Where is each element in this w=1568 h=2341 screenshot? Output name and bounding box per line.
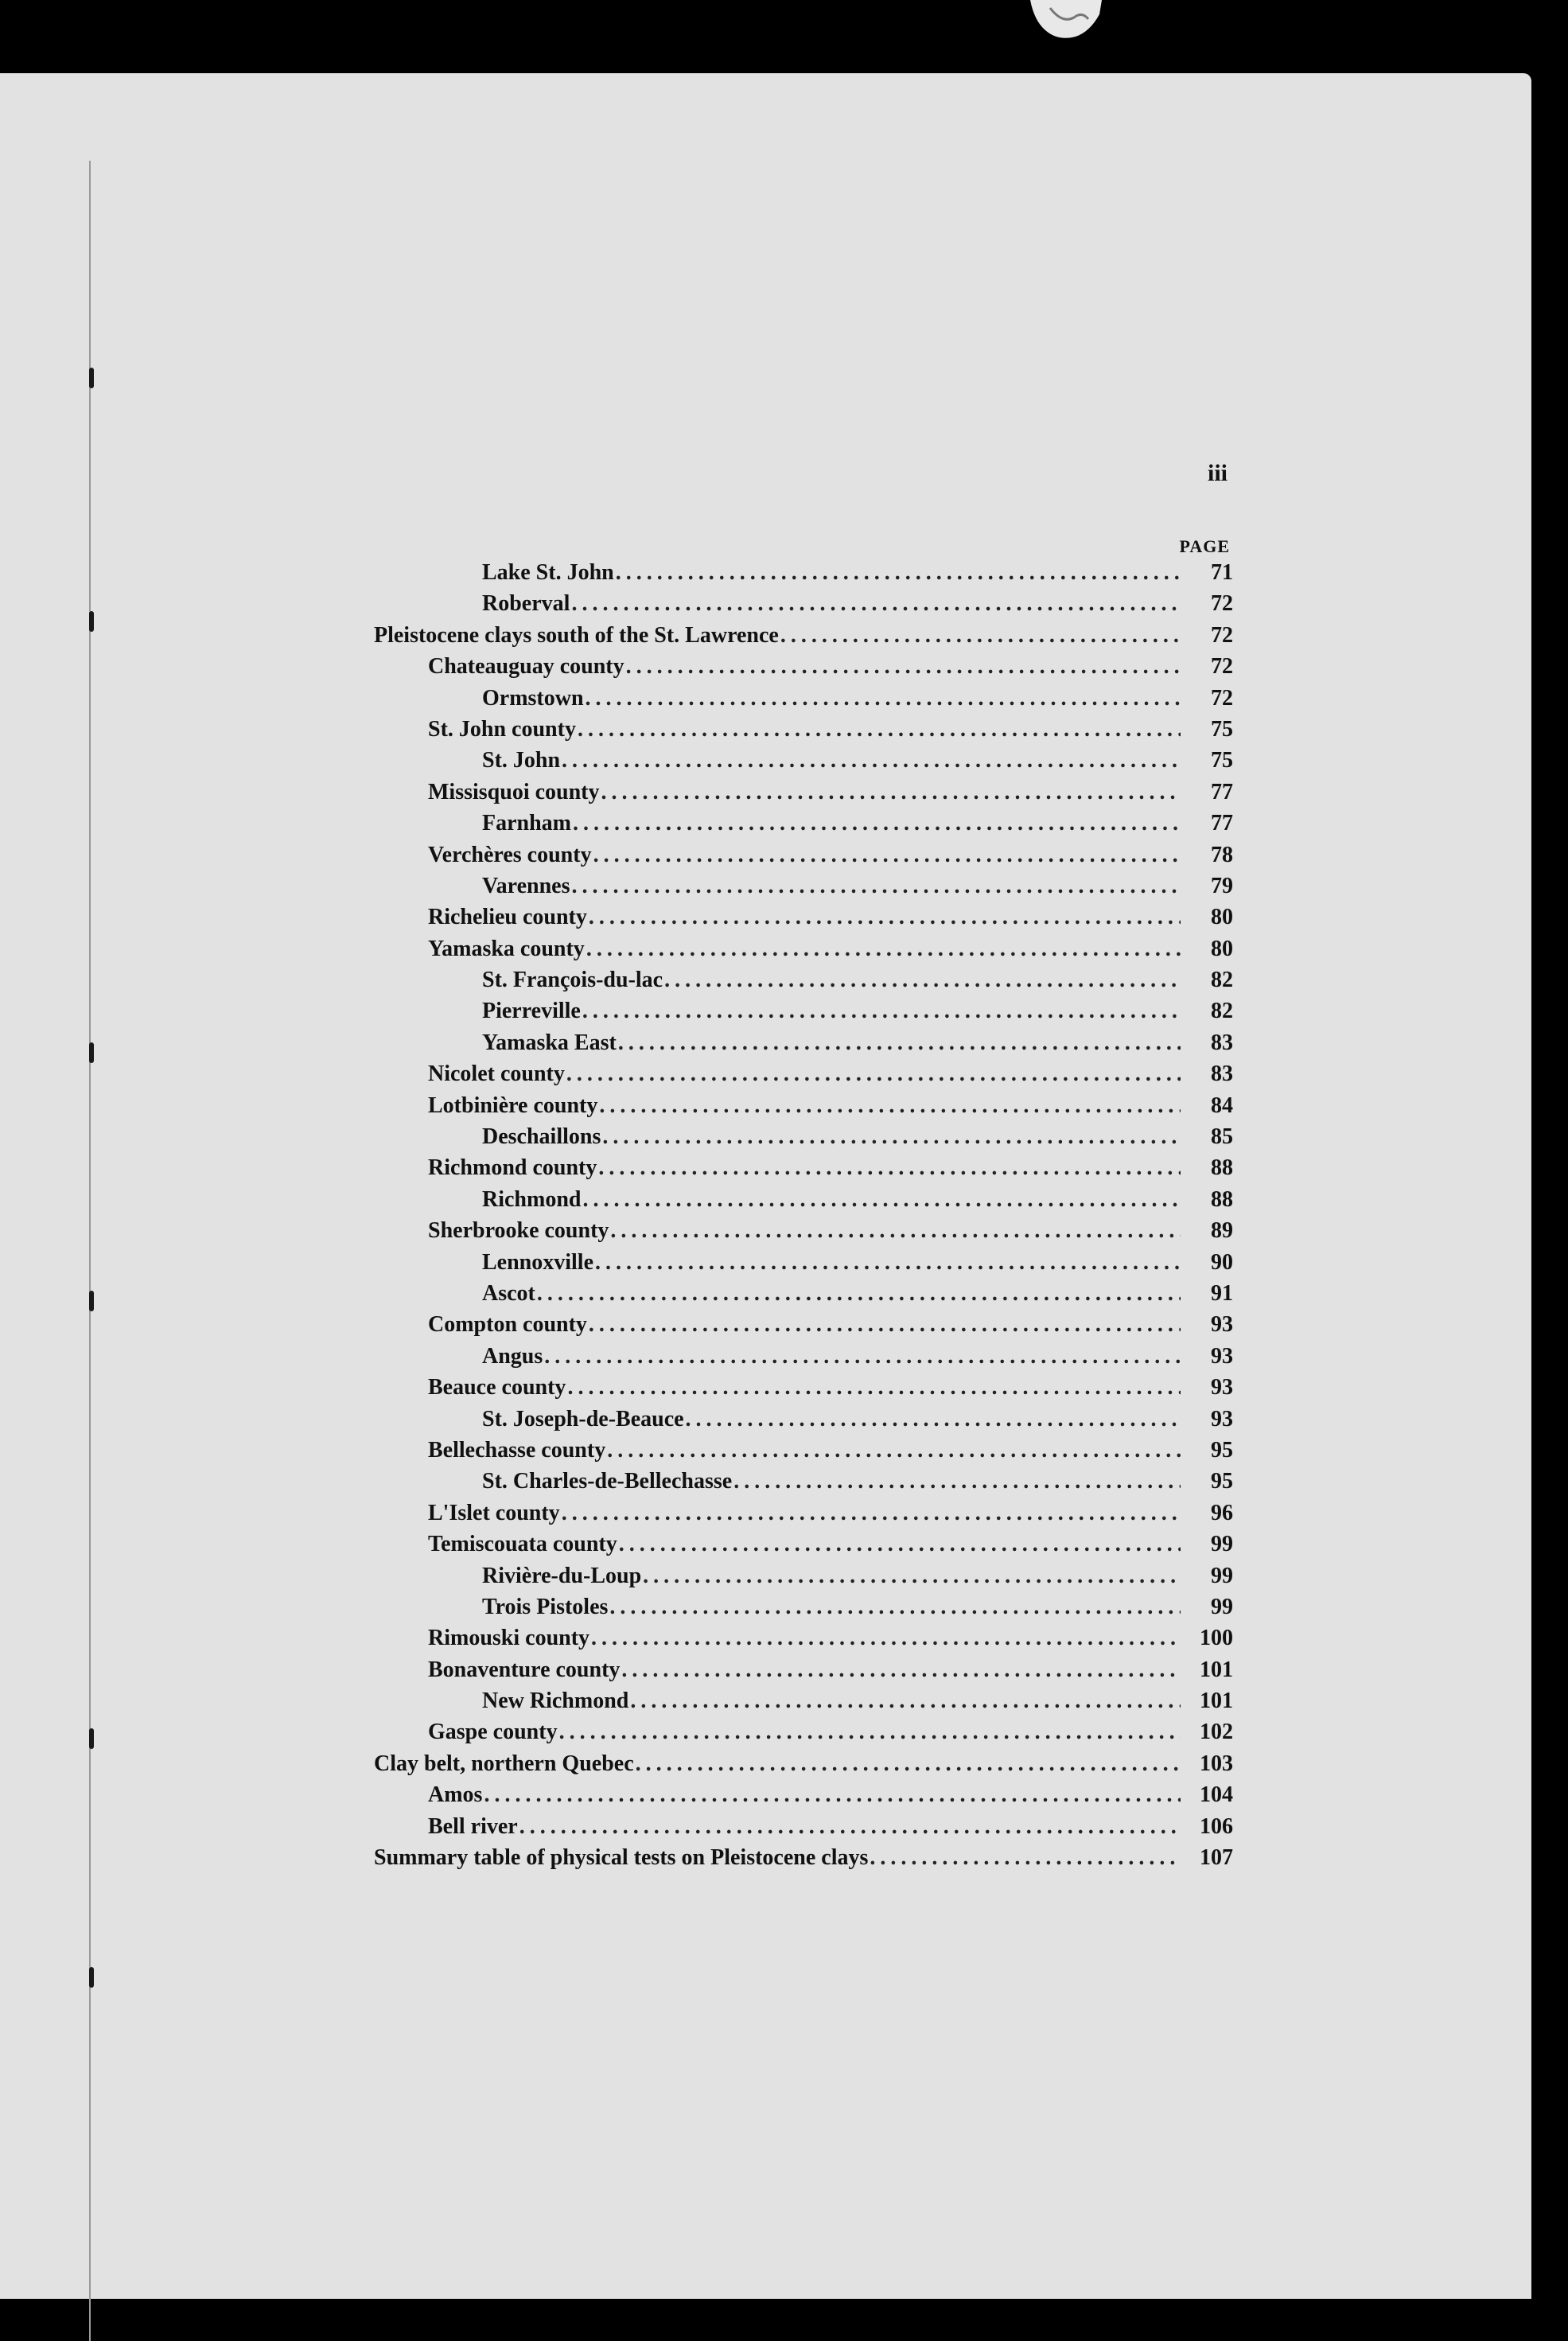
toc-entry-title: Rivière-du-Loup (482, 1563, 642, 1588)
toc-entry-page: 71 (1211, 560, 1233, 585)
toc-dot-leader (686, 1407, 1181, 1432)
toc-dot-leader (595, 1250, 1181, 1276)
toc-dot-leader (562, 748, 1181, 773)
binding-stitch-mark (89, 368, 94, 388)
toc-entry-page: 83 (1211, 1030, 1233, 1055)
toc-entry (374, 717, 1233, 748)
toc-entry-page: 88 (1211, 1155, 1233, 1181)
toc-entry-page: 95 (1211, 1469, 1233, 1494)
toc-entry (374, 780, 1233, 811)
toc-entry-page: 100 (1200, 1626, 1233, 1651)
document-page (0, 73, 1531, 2299)
toc-entry-page: 72 (1211, 622, 1233, 648)
toc-dot-leader (621, 1657, 1181, 1683)
toc-dot-leader (559, 1720, 1181, 1745)
toc-entry-page: 82 (1211, 999, 1233, 1024)
toc-dot-leader (571, 874, 1181, 899)
toc-entry-title: Compton county (428, 1312, 587, 1338)
toc-entry (374, 843, 1233, 874)
toc-entry-title: Chateauguay county (428, 654, 624, 680)
toc-entry-page: 85 (1211, 1124, 1233, 1150)
toc-dot-leader (643, 1564, 1181, 1589)
toc-dot-leader (636, 1751, 1181, 1777)
toc-entry-page: 99 (1211, 1594, 1233, 1619)
toc-entry-page: 90 (1211, 1249, 1233, 1275)
toc-entry-page: 103 (1200, 1751, 1233, 1776)
toc-dot-leader (571, 591, 1181, 617)
toc-entry (374, 937, 1233, 968)
toc-dot-leader (591, 1626, 1181, 1651)
toc-entry (374, 1564, 1233, 1595)
toc-entry (374, 999, 1233, 1030)
toc-entry-page: 83 (1211, 1061, 1233, 1087)
toc-entry (374, 1782, 1233, 1813)
toc-entry-page: 93 (1211, 1312, 1233, 1338)
toc-dot-leader (610, 1218, 1181, 1244)
toc-entry-title: Lennoxville (482, 1249, 594, 1275)
toc-entry (374, 560, 1233, 591)
toc-dot-leader (586, 686, 1181, 711)
toc-entry-page: 104 (1200, 1782, 1233, 1808)
toc-entry-title: Richelieu county (428, 905, 587, 930)
toc-entry-page: 89 (1211, 1218, 1233, 1244)
toc-dot-leader (609, 1595, 1181, 1620)
toc-dot-leader (630, 1689, 1181, 1714)
toc-entry-page: 78 (1211, 842, 1233, 867)
toc-dot-leader (619, 1532, 1181, 1557)
toc-entry (374, 654, 1233, 685)
toc-entry (374, 623, 1233, 654)
toc-entry-title: Clay belt, northern Quebec (374, 1751, 634, 1776)
toc-dot-leader (562, 1501, 1181, 1526)
toc-dot-leader (664, 968, 1181, 993)
toc-entry-page: 93 (1211, 1343, 1233, 1369)
binding-stitch-mark (89, 1291, 94, 1311)
toc-entry-page: 75 (1211, 716, 1233, 742)
toc-entry-title: Farnham (482, 811, 571, 836)
toc-dot-leader (618, 1030, 1181, 1056)
toc-entry-title: Temiscouata county (428, 1532, 617, 1557)
toc-entry-page: 93 (1211, 1406, 1233, 1431)
toc-entry-title: Summary table of physical tests on Pleistocene clays (374, 1845, 869, 1871)
toc-entry-title: Pierreville (482, 999, 581, 1024)
toc-entry (374, 1218, 1233, 1249)
toc-entry (374, 1845, 1233, 1876)
toc-entry-title: Yamaska East (482, 1030, 617, 1055)
toc-entry (374, 1281, 1233, 1312)
toc-dot-leader (601, 780, 1181, 805)
binding-edge (89, 161, 91, 2341)
toc-entry (374, 748, 1233, 779)
toc-entry-title: Bell river (428, 1813, 518, 1839)
toc-entry-page: 82 (1211, 968, 1233, 993)
toc-entry-title: Richmond (482, 1186, 582, 1212)
toc-entry-title: St. John county (428, 716, 576, 742)
toc-entry (374, 1595, 1233, 1626)
toc-dot-leader (870, 1845, 1181, 1871)
toc-entry-page: 80 (1211, 905, 1233, 930)
toc-entry-title: L'Islet county (428, 1500, 560, 1525)
toc-entry-title: Roberval (482, 591, 570, 617)
toc-entry-title: Ormstown (482, 685, 584, 711)
toc-entry-title: Missisquoi county (428, 779, 600, 804)
toc-entry (374, 1689, 1233, 1720)
binding-stitch-mark (89, 611, 94, 632)
page-column-header: PAGE (1179, 536, 1230, 556)
toc-entry-page: 106 (1200, 1813, 1233, 1839)
toc-entry-title: Beauce county (428, 1375, 566, 1400)
toc-entry (374, 1187, 1233, 1218)
toc-dot-leader (586, 937, 1181, 962)
toc-dot-leader (578, 717, 1181, 742)
toc-entry (374, 1093, 1233, 1124)
toc-entry (374, 1626, 1233, 1657)
toc-dot-leader (544, 1344, 1181, 1369)
toc-entry (374, 1155, 1233, 1186)
toc-dot-leader (582, 999, 1181, 1024)
toc-entry-title: St. John (482, 748, 561, 773)
toc-entry-title: Sherbrooke county (428, 1218, 609, 1244)
toc-dot-leader (626, 654, 1181, 680)
toc-dot-leader (566, 1061, 1181, 1087)
toc-dot-leader (484, 1782, 1181, 1808)
toc-dot-leader (616, 560, 1181, 586)
toc-entry-page: 72 (1211, 685, 1233, 711)
toc-entry (374, 686, 1233, 717)
toc-entry-page: 75 (1211, 748, 1233, 773)
toc-entry (374, 1375, 1233, 1406)
scan-artifact-blot (1026, 0, 1106, 41)
page-number-folio: iii (1208, 460, 1228, 486)
toc-entry (374, 1657, 1233, 1689)
toc-entry-page: 99 (1211, 1563, 1233, 1588)
toc-entry-title: Gaspe county (428, 1720, 558, 1745)
toc-entry (374, 811, 1233, 842)
toc-entry-page: 101 (1200, 1657, 1233, 1682)
toc-entry (374, 1312, 1233, 1343)
toc-entry-title: St. François-du-lac (482, 968, 663, 993)
toc-dot-leader (607, 1438, 1181, 1463)
toc-entry-title: Nicolet county (428, 1061, 565, 1087)
toc-entry (374, 1814, 1233, 1845)
toc-entry-title: Verchères county (428, 842, 592, 867)
toc-entry-title: Lake St. John (482, 560, 614, 585)
toc-entry-title: Lotbinière county (428, 1093, 598, 1118)
toc-entry (374, 1061, 1233, 1093)
toc-entry-page: 93 (1211, 1375, 1233, 1400)
binding-stitch-mark (89, 1042, 94, 1063)
table-of-contents (374, 560, 1233, 1876)
toc-entry-title: Richmond county (428, 1155, 597, 1181)
toc-entry-page: 79 (1211, 873, 1233, 898)
toc-dot-leader (602, 1124, 1181, 1150)
toc-entry-page: 72 (1211, 654, 1233, 680)
toc-entry-title: Bellechasse county (428, 1437, 606, 1463)
toc-entry-page: 72 (1211, 591, 1233, 617)
toc-entry (374, 1344, 1233, 1375)
toc-entry-title: Deschaillons (482, 1124, 601, 1150)
toc-dot-leader (573, 811, 1181, 836)
toc-entry-page: 99 (1211, 1532, 1233, 1557)
toc-entry-title: St. Joseph-de-Beauce (482, 1406, 684, 1431)
toc-dot-leader (589, 905, 1181, 930)
toc-dot-leader (733, 1469, 1181, 1494)
toc-entry (374, 1030, 1233, 1061)
toc-entry-page: 77 (1211, 811, 1233, 836)
toc-entry-title: Bonaventure county (428, 1657, 621, 1682)
toc-entry-title: Trois Pistoles (482, 1594, 609, 1619)
toc-entry-page: 102 (1200, 1720, 1233, 1745)
toc-entry-page: 95 (1211, 1437, 1233, 1463)
toc-entry (374, 1720, 1233, 1751)
toc-entry-title: Yamaska county (428, 936, 585, 961)
toc-entry-page: 91 (1211, 1280, 1233, 1306)
toc-entry-title: Rimouski county (428, 1626, 590, 1651)
toc-entry-page: 107 (1200, 1845, 1233, 1871)
toc-dot-leader (567, 1375, 1181, 1400)
toc-entry (374, 1124, 1233, 1155)
toc-dot-leader (537, 1281, 1181, 1307)
toc-dot-leader (593, 843, 1181, 868)
toc-entry-title: St. Charles-de-Bellechasse (482, 1469, 733, 1494)
toc-entry-title: Angus (482, 1343, 543, 1369)
toc-entry (374, 874, 1233, 905)
toc-entry (374, 1438, 1233, 1469)
toc-entry (374, 1469, 1233, 1500)
toc-dot-leader (598, 1155, 1181, 1181)
toc-dot-leader (780, 623, 1181, 649)
toc-entry (374, 1532, 1233, 1563)
toc-entry-page: 96 (1211, 1500, 1233, 1525)
binding-stitch-mark (89, 1728, 94, 1749)
toc-entry-title: Amos (428, 1782, 483, 1808)
toc-entry-title: Pleistocene clays south of the St. Lawrence (374, 622, 779, 648)
binding-stitch-mark (89, 1967, 94, 1988)
toc-entry-title: Varennes (482, 873, 570, 898)
toc-entry-page: 88 (1211, 1186, 1233, 1212)
toc-dot-leader (519, 1814, 1181, 1840)
toc-entry (374, 968, 1233, 999)
toc-entry (374, 1501, 1233, 1532)
toc-entry-title: New Richmond (482, 1689, 629, 1714)
toc-dot-leader (582, 1187, 1181, 1213)
toc-entry-page: 84 (1211, 1093, 1233, 1118)
toc-entry (374, 591, 1233, 622)
toc-entry-page: 101 (1200, 1689, 1233, 1714)
toc-entry (374, 1751, 1233, 1782)
toc-entry (374, 905, 1233, 936)
toc-entry-page: 80 (1211, 936, 1233, 961)
toc-entry-title: Ascot (482, 1280, 535, 1306)
toc-dot-leader (599, 1093, 1181, 1119)
toc-entry (374, 1250, 1233, 1281)
toc-entry (374, 1407, 1233, 1438)
toc-entry-page: 77 (1211, 779, 1233, 804)
toc-dot-leader (589, 1312, 1181, 1338)
